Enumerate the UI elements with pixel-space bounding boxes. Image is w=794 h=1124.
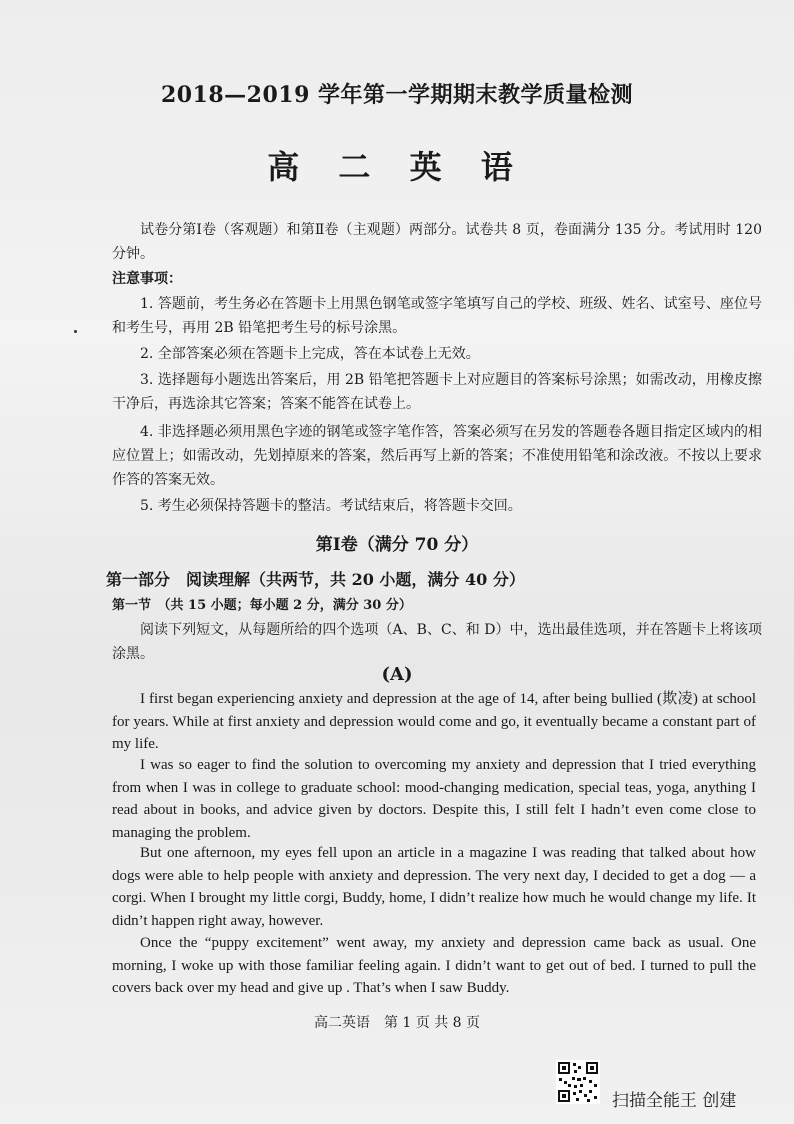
passage-paragraph-3: But one afternoon, my eyes fell upon an article in a magazine I was reading that talked about how dogs were able to help people with anxiety and depression. The very next day, I decided to get a dog — a corgi. When I brought my little corgi, Buddy, home, I didn’t realize how much he would change my life. It didn’t happen right away, however. [112, 845, 756, 929]
volume-title: 第Ⅰ卷（满分 70 分） [315, 535, 479, 555]
part-title: 第一部分 阅读理解（共两节，共 20 小题，满分 40 分） [106, 570, 525, 589]
passage-label: (A) [381, 664, 413, 685]
section-instruction: 阅读下列短文，从每题所给的四个选项（A、B、C、和 D）中，选出最佳选项，并在答题卡上将该项涂黑。 [112, 622, 762, 662]
exam-title: 2018—2019 学年第一学期期末教学质量检测 [160, 82, 634, 108]
passage-paragraph-4: Once the “puppy excitement” went away, my anxiety and depression came back as usual. One morning, I woke up with those familiar feeling again. I didn’t want to get out of bed. I turned to pull the covers back over my head and give up . That’s when I saw Buddy. [112, 935, 756, 996]
notice-item-2: 2. 全部答案必须在答题卡上完成，答在本试卷上无效。 [140, 346, 480, 362]
section-title: 第一节 （共 15 小题；每小题 2 分，满分 30 分） [112, 598, 412, 613]
intro-text: 试卷分第Ⅰ卷（客观题）和第Ⅱ卷（主观题）两部分。试卷共 8 页，卷面满分 135 分。考试用时 120 分钟。 [112, 222, 762, 262]
passage-paragraph-1: I first began experiencing anxiety and depression at the age of 14, after being bullied (欺凌) at school for years. While at first anxiety and depression would come and go, it eventually became a constant part of my life. [112, 691, 756, 752]
notice-item-4: 4. 非选择题必须用黑色字迹的钢笔或签字笔作答，答案必须写在另发的答题卷各题目指定区域内的相应位置上；如需改动，先划掉原来的答案，然后再写上新的答案；不准使用铅笔和涂改液。不按以上要求作答的答案无效。 [112, 424, 762, 488]
scan-speck [74, 330, 77, 333]
notice-item-1: 1. 答题前，考生务必在答题卡上用黑色钢笔或签字笔填写自己的学校、班级、姓名、试室号、座位号和考生号，再用 2B 铅笔把考生号的标号涂黑。 [112, 296, 762, 336]
notice-item-5: 5. 考生必须保持答题卡的整洁。考试结束后，将答题卡交回。 [140, 498, 522, 514]
notice-item-3: 3. 选择题每小题选出答案后，用 2B 铅笔把答题卡上对应题目的答案标号涂黑；如需改动，用橡皮擦干净后，再选涂其它答案；答案不能答在试卷上。 [112, 372, 762, 412]
scanner-watermark: 扫描全能王 创建 [612, 1091, 737, 1111]
page-footer: 高二英语 第 1 页 共 8 页 [313, 1015, 481, 1031]
subject-title: 高 二 英 语 [267, 148, 527, 186]
qr-code-icon [556, 1060, 600, 1104]
notice-heading: 注意事项： [112, 271, 182, 287]
passage-paragraph-2: I was so eager to find the solution to overcoming my anxiety and depression that I tried everything from when I was in college to graduate school: mood-changing medication, special teas, yoga, anything I read about in books, and advice given by doctors. Despite this, I still felt I hadn’t even come close to managing the problem. [112, 757, 756, 841]
